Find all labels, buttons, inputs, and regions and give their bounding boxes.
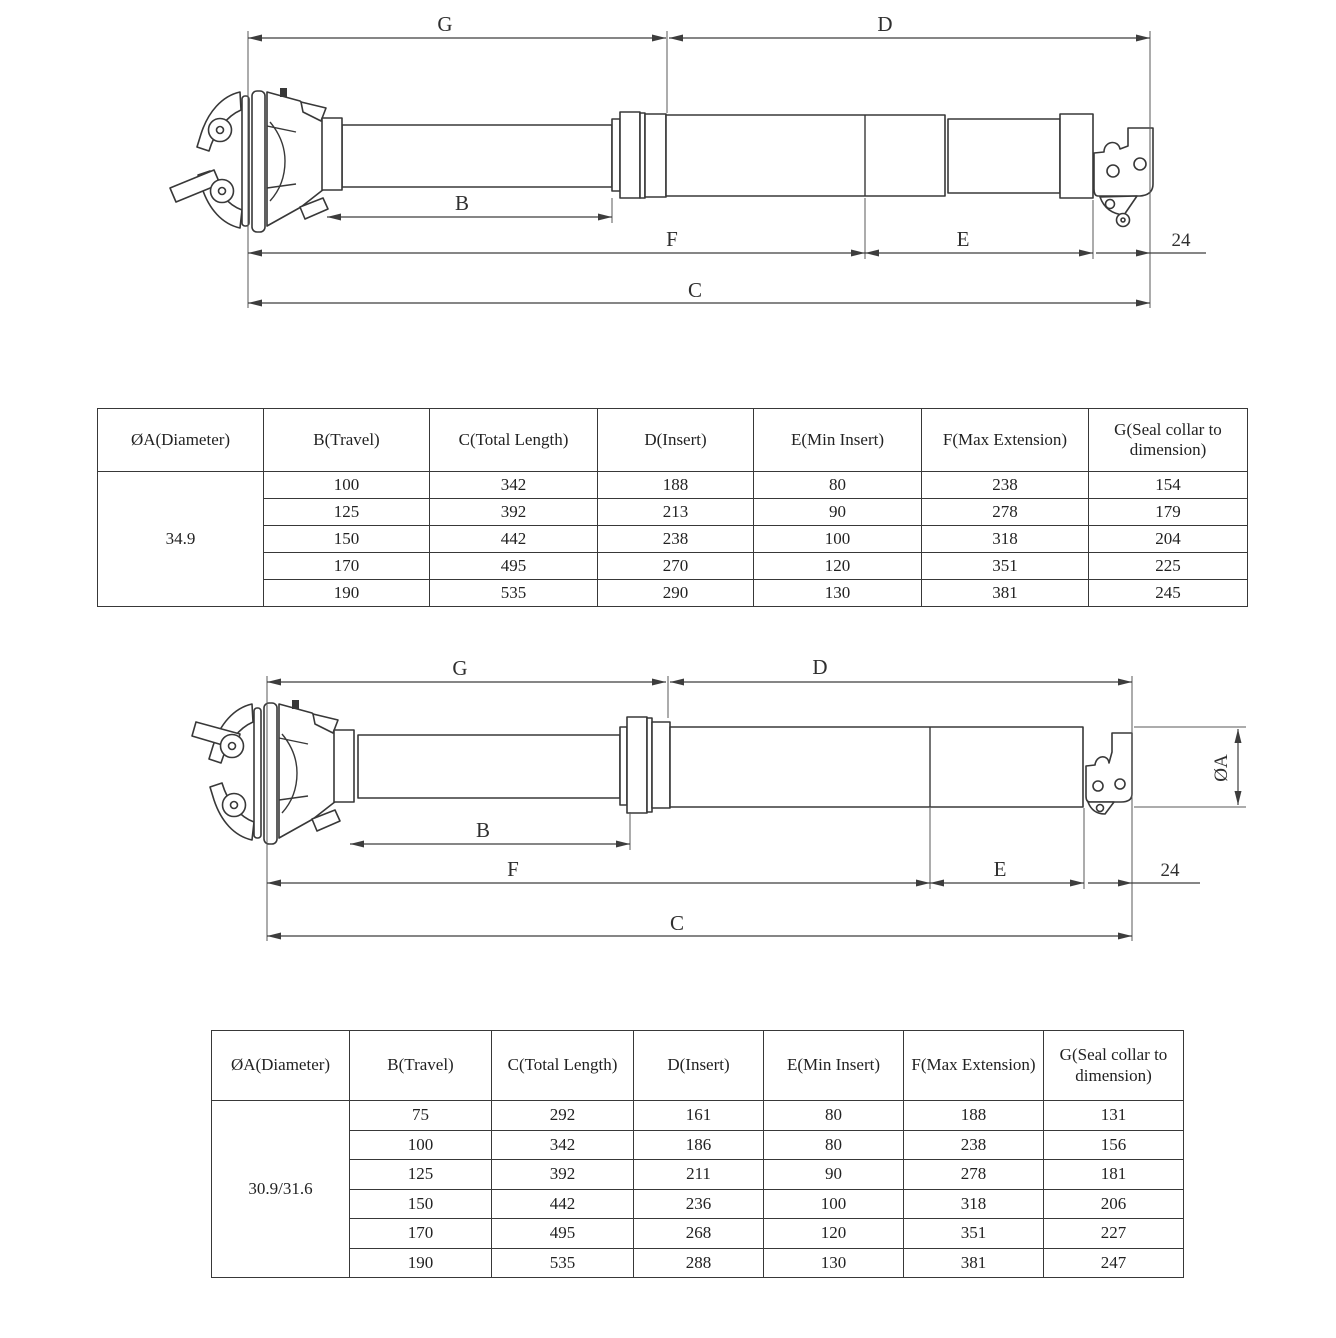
table-cell: 120 (754, 553, 922, 580)
table-row (98, 553, 1248, 580)
table-cell: 238 (922, 472, 1089, 499)
table-cell: 495 (492, 1219, 634, 1249)
seatpost-diagram-extended (0, 0, 1336, 370)
table-cell: 213 (598, 499, 754, 526)
saddle-clamp-head (170, 88, 342, 232)
upper-tube (358, 735, 620, 798)
header-row (212, 1031, 1184, 1101)
column-header: G(Seal collar to dimension) (1089, 409, 1248, 472)
column-header: F(Max Extension) (922, 409, 1089, 472)
table-cell: 100 (264, 472, 430, 499)
upper-tube (342, 125, 612, 187)
table-cell: 238 (904, 1130, 1044, 1160)
table-cell: 75 (350, 1101, 492, 1131)
dim-label-24: 24 (1160, 860, 1180, 881)
column-header: ØA(Diameter) (212, 1031, 350, 1101)
header-row (98, 409, 1248, 472)
column-header: E(Min Insert) (754, 409, 922, 472)
table-cell: 161 (634, 1101, 764, 1131)
table-cell: 100 (754, 526, 922, 553)
table-cell: 268 (634, 1219, 764, 1249)
table-cell: 351 (922, 553, 1089, 580)
diameter-cell: 34.9 (98, 472, 264, 607)
dim-label-b: B (475, 818, 491, 842)
table-cell: 342 (492, 1130, 634, 1160)
dim-label-f: F (666, 227, 678, 251)
table-cell: 292 (492, 1101, 634, 1131)
column-header: C(Total Length) (430, 409, 598, 472)
dim-label-g: G (437, 12, 453, 36)
table-cell: 188 (904, 1101, 1044, 1131)
dim-label-24: 24 (1171, 230, 1191, 251)
dimension-table-30-9-31-6 (211, 1030, 1184, 1278)
table-cell: 120 (764, 1219, 904, 1249)
table-cell: 190 (264, 580, 430, 607)
diameter-cell: 30.9/31.6 (212, 1101, 350, 1278)
table-cell: 381 (904, 1248, 1044, 1278)
table-cell: 278 (904, 1160, 1044, 1190)
table-cell: 535 (492, 1248, 634, 1278)
table-row (212, 1219, 1184, 1249)
cable-actuator (1094, 128, 1153, 227)
table-cell: 245 (1089, 580, 1248, 607)
table-cell: 381 (922, 580, 1089, 607)
table-cell: 80 (754, 472, 922, 499)
table-cell: 186 (634, 1130, 764, 1160)
table-cell: 318 (904, 1189, 1044, 1219)
seal-collar (620, 717, 670, 813)
table-cell: 342 (430, 472, 598, 499)
table-cell: 80 (764, 1130, 904, 1160)
dim-label-f: F (507, 857, 519, 881)
table-cell: 181 (1044, 1160, 1184, 1190)
table-row (98, 499, 1248, 526)
seatpost-diagram-diameter (0, 655, 1336, 955)
table-cell: 188 (598, 472, 754, 499)
table-cell: 318 (922, 526, 1089, 553)
table-cell: 179 (1089, 499, 1248, 526)
column-header: B(Travel) (264, 409, 430, 472)
dim-label-c: C (669, 911, 685, 935)
table-cell: 535 (430, 580, 598, 607)
column-header: G(Seal collar to dimension) (1044, 1031, 1184, 1101)
column-header: C(Total Length) (492, 1031, 634, 1101)
table-cell: 495 (430, 553, 598, 580)
table-cell: 130 (764, 1248, 904, 1278)
seal-collar (612, 112, 666, 198)
dim-label-e: E (956, 227, 970, 251)
table-cell: 227 (1044, 1219, 1184, 1249)
dim-label-e: E (993, 857, 1007, 881)
dim-label-d: D (812, 655, 828, 679)
table-cell: 392 (430, 499, 598, 526)
column-header: E(Min Insert) (764, 1031, 904, 1101)
column-header: D(Insert) (598, 409, 754, 472)
table-cell: 225 (1089, 553, 1248, 580)
table-cell: 170 (350, 1219, 492, 1249)
table-cell: 190 (350, 1248, 492, 1278)
saddle-clamp-head (192, 700, 354, 844)
table-row (212, 1248, 1184, 1278)
table-cell: 125 (350, 1160, 492, 1190)
table-cell: 238 (598, 526, 754, 553)
dim-label-d: D (877, 12, 893, 36)
table-cell: 442 (430, 526, 598, 553)
table-cell: 154 (1089, 472, 1248, 499)
lower-tube (666, 114, 1093, 198)
table-cell: 125 (264, 499, 430, 526)
dim-label-c: C (687, 278, 703, 302)
table-cell: 211 (634, 1160, 764, 1190)
dim-label-diameter-a: ØA (1211, 754, 1232, 782)
table-row (212, 1189, 1184, 1219)
column-header: ØA(Diameter) (98, 409, 264, 472)
table-cell: 130 (754, 580, 922, 607)
table-cell: 288 (634, 1248, 764, 1278)
table-cell: 170 (264, 553, 430, 580)
table-row (212, 1130, 1184, 1160)
table-cell: 150 (350, 1189, 492, 1219)
table-cell: 392 (492, 1160, 634, 1190)
cable-actuator (1086, 733, 1132, 814)
table-row (98, 526, 1248, 553)
table-cell: 80 (764, 1101, 904, 1131)
table-cell: 247 (1044, 1248, 1184, 1278)
table-row (98, 472, 1248, 499)
lower-tube (670, 727, 1083, 807)
dim-label-g: G (452, 656, 468, 680)
table-cell: 90 (764, 1160, 904, 1190)
dim-label-b: B (454, 191, 470, 215)
table-cell: 156 (1044, 1130, 1184, 1160)
table-cell: 351 (904, 1219, 1044, 1249)
column-header: B(Travel) (350, 1031, 492, 1101)
table-cell: 204 (1089, 526, 1248, 553)
dimension-table-34-9 (97, 408, 1248, 607)
table-cell: 150 (264, 526, 430, 553)
table-cell: 206 (1044, 1189, 1184, 1219)
table-row (212, 1160, 1184, 1190)
table-cell: 236 (634, 1189, 764, 1219)
table-cell: 90 (754, 499, 922, 526)
table-cell: 442 (492, 1189, 634, 1219)
column-header: D(Insert) (634, 1031, 764, 1101)
table-cell: 290 (598, 580, 754, 607)
table-cell: 278 (922, 499, 1089, 526)
table-cell: 270 (598, 553, 754, 580)
table-cell: 100 (764, 1189, 904, 1219)
table-cell: 131 (1044, 1101, 1184, 1131)
table-row (212, 1101, 1184, 1131)
table-row (98, 580, 1248, 607)
column-header: F(Max Extension) (904, 1031, 1044, 1101)
table-cell: 100 (350, 1130, 492, 1160)
